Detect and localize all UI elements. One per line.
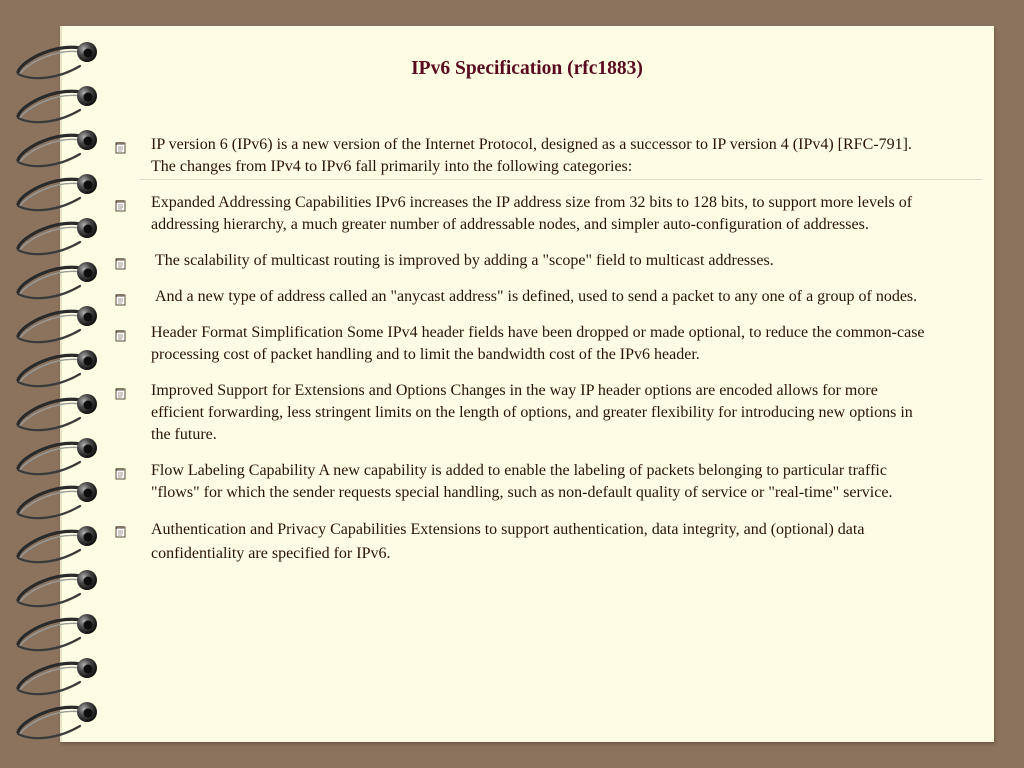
spiral-ring <box>18 438 97 474</box>
bullet-text: Improved Support for Extensions and Options Changes in the way IP header options are encoded allows for more efficient forwarding, less stringent limits on the length of options, and greater flexibility for introducing new options in the future. <box>151 382 913 443</box>
spiral-ring <box>18 306 97 342</box>
spiral-ring <box>18 350 97 386</box>
spiral-ring <box>18 262 97 298</box>
bullet-item <box>110 518 930 566</box>
bullet-item <box>110 250 930 272</box>
spiral-ring <box>18 614 97 650</box>
spiral-ring <box>18 702 97 738</box>
bullet-text: Authentication and Privacy Capabilities Extensions to support authentication, data integrity, and (optional) data confidentiality are specified for IPv6. <box>151 521 865 562</box>
notepad-icon <box>114 328 128 342</box>
spiral-ring <box>18 482 97 518</box>
notepad-icon <box>114 198 128 212</box>
bullet-item <box>110 460 930 504</box>
bullet-item <box>110 380 930 446</box>
spiral-ring <box>18 86 97 122</box>
notepad-icon <box>114 292 128 306</box>
spiral-ring <box>18 394 97 430</box>
spiral-ring <box>18 130 97 166</box>
bullet-text: IP version 6 (IPv6) is a new version of the Internet Protocol, designed as a successor to IP version 4 (IPv4) [RFC-791]. The changes from IPv4 to IPv6 fall primarily into the following categories: <box>151 136 912 175</box>
bullet-item <box>110 286 930 308</box>
notepad-icon <box>114 140 128 154</box>
bullet-text: And a new type of address called an "anycast address" is defined, used to send a packet to any one of a group of nodes. <box>151 288 918 305</box>
bullet-text: Expanded Addressing Capabilities IPv6 increases the IP address size from 32 bits to 128 bits, to support more levels of addressing hierarchy, a much greater number of addressable nodes, and simpler auto-configuration of addresses. <box>151 194 913 233</box>
bullet-item <box>110 322 930 366</box>
spiral-ring <box>18 658 97 694</box>
notepad-icon <box>114 386 128 400</box>
spiral-ring <box>18 570 97 606</box>
bullet-item <box>110 134 930 178</box>
slide-title: IPv6 Specification (rfc1883) <box>411 58 643 79</box>
notepad-icon <box>114 256 128 270</box>
bullet-text: Header Format Simplification Some IPv4 header fields have been dropped or made optional, to reduce the common-case processing cost of packet handling and to limit the bandwidth cost of the IPv6 header. <box>151 324 925 363</box>
bullet-text: The scalability of multicast routing is improved by adding a "scope" field to multicast addresses. <box>151 252 774 269</box>
bullet-item <box>110 192 930 236</box>
spiral-ring <box>18 526 97 562</box>
spiral-ring <box>18 174 97 210</box>
bullet-text: Flow Labeling Capability A new capability is added to enable the labeling of packets belonging to particular traffic "flows" for which the sender requests special handling, such as non-default quality of service or "real-time" service. <box>151 462 893 501</box>
notepad-icon <box>114 524 128 538</box>
spiral-binding <box>0 0 120 768</box>
spiral-ring <box>18 218 97 254</box>
notepad-icon <box>114 466 128 480</box>
bullet-list <box>110 134 930 580</box>
